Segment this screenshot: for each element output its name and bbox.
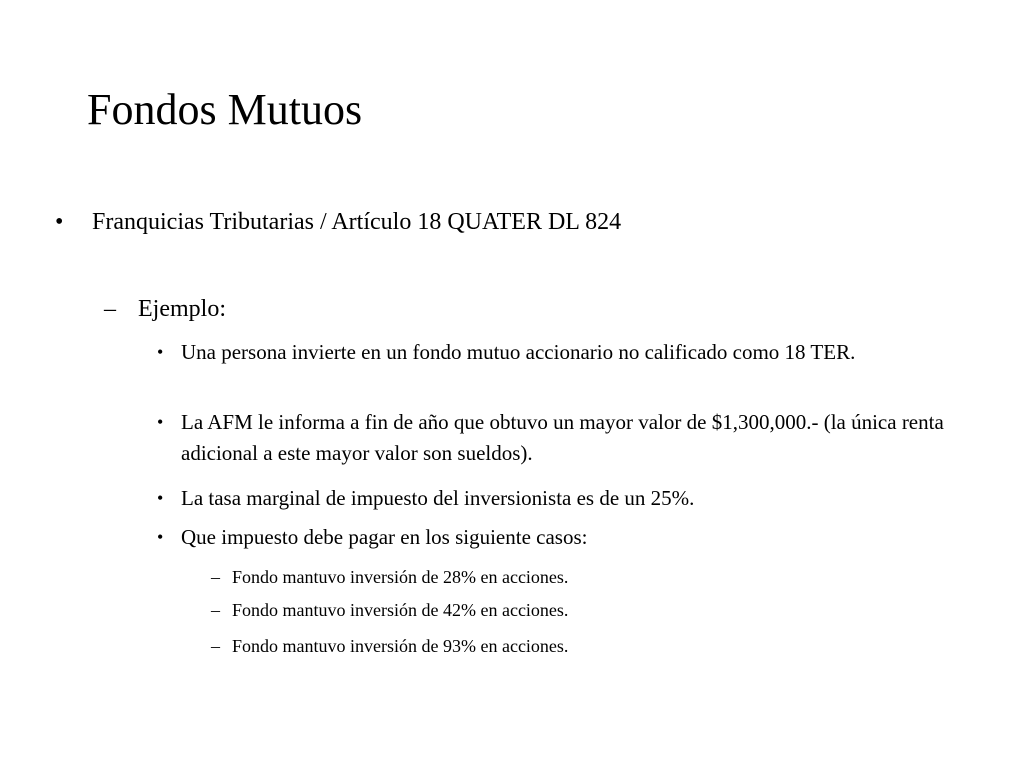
bullet-text: Una persona invierte en un fondo mutuo accionario no calificado como 18 TER.: [181, 340, 856, 364]
dash-item-level4: [211, 634, 971, 658]
dash-icon: –: [211, 567, 220, 587]
bullet-icon: •: [157, 527, 164, 547]
dash-text: Fondo mantuvo inversión de 93% en acciones.: [232, 636, 569, 656]
bullet-icon: •: [157, 488, 164, 508]
slide-title: Fondos Mutuos: [87, 85, 363, 134]
bullet-icon: •: [157, 342, 164, 362]
bullet-text: La tasa marginal de impuesto del inversionista es de un 25%.: [181, 486, 695, 510]
bullet-text: Que impuesto debe pagar en los siguiente casos:: [181, 525, 588, 549]
dash-item-level4: [211, 598, 971, 622]
dash-item-level4: [211, 565, 971, 589]
dash-text: Fondo mantuvo inversión de 42% en acciones.: [232, 600, 569, 620]
dash-icon: –: [211, 636, 220, 656]
bullet-text: La AFM le informa a fin de año que obtuvo un mayor valor de $1,300,000.- (la única renta adicional a este mayor valor son sueldos).: [181, 410, 944, 465]
bullet-icon: •: [55, 209, 64, 235]
bullet-text: Franquicias Tributarias / Artículo 18 QUATER DL 824: [92, 209, 622, 235]
bullet-item-level3: [157, 522, 967, 553]
dash-text: Fondo mantuvo inversión de 28% en acciones.: [232, 567, 569, 587]
dash-icon: –: [211, 600, 220, 620]
bullet-item-level3: [157, 407, 967, 469]
bullet-item-level1: [55, 207, 955, 237]
dash-item-level2: [104, 294, 964, 324]
dash-icon: –: [104, 296, 116, 322]
dash-text: Ejemplo:: [138, 296, 226, 322]
bullet-item-level3: [157, 483, 967, 514]
bullet-item-level3: [157, 337, 967, 368]
bullet-icon: •: [157, 412, 164, 432]
